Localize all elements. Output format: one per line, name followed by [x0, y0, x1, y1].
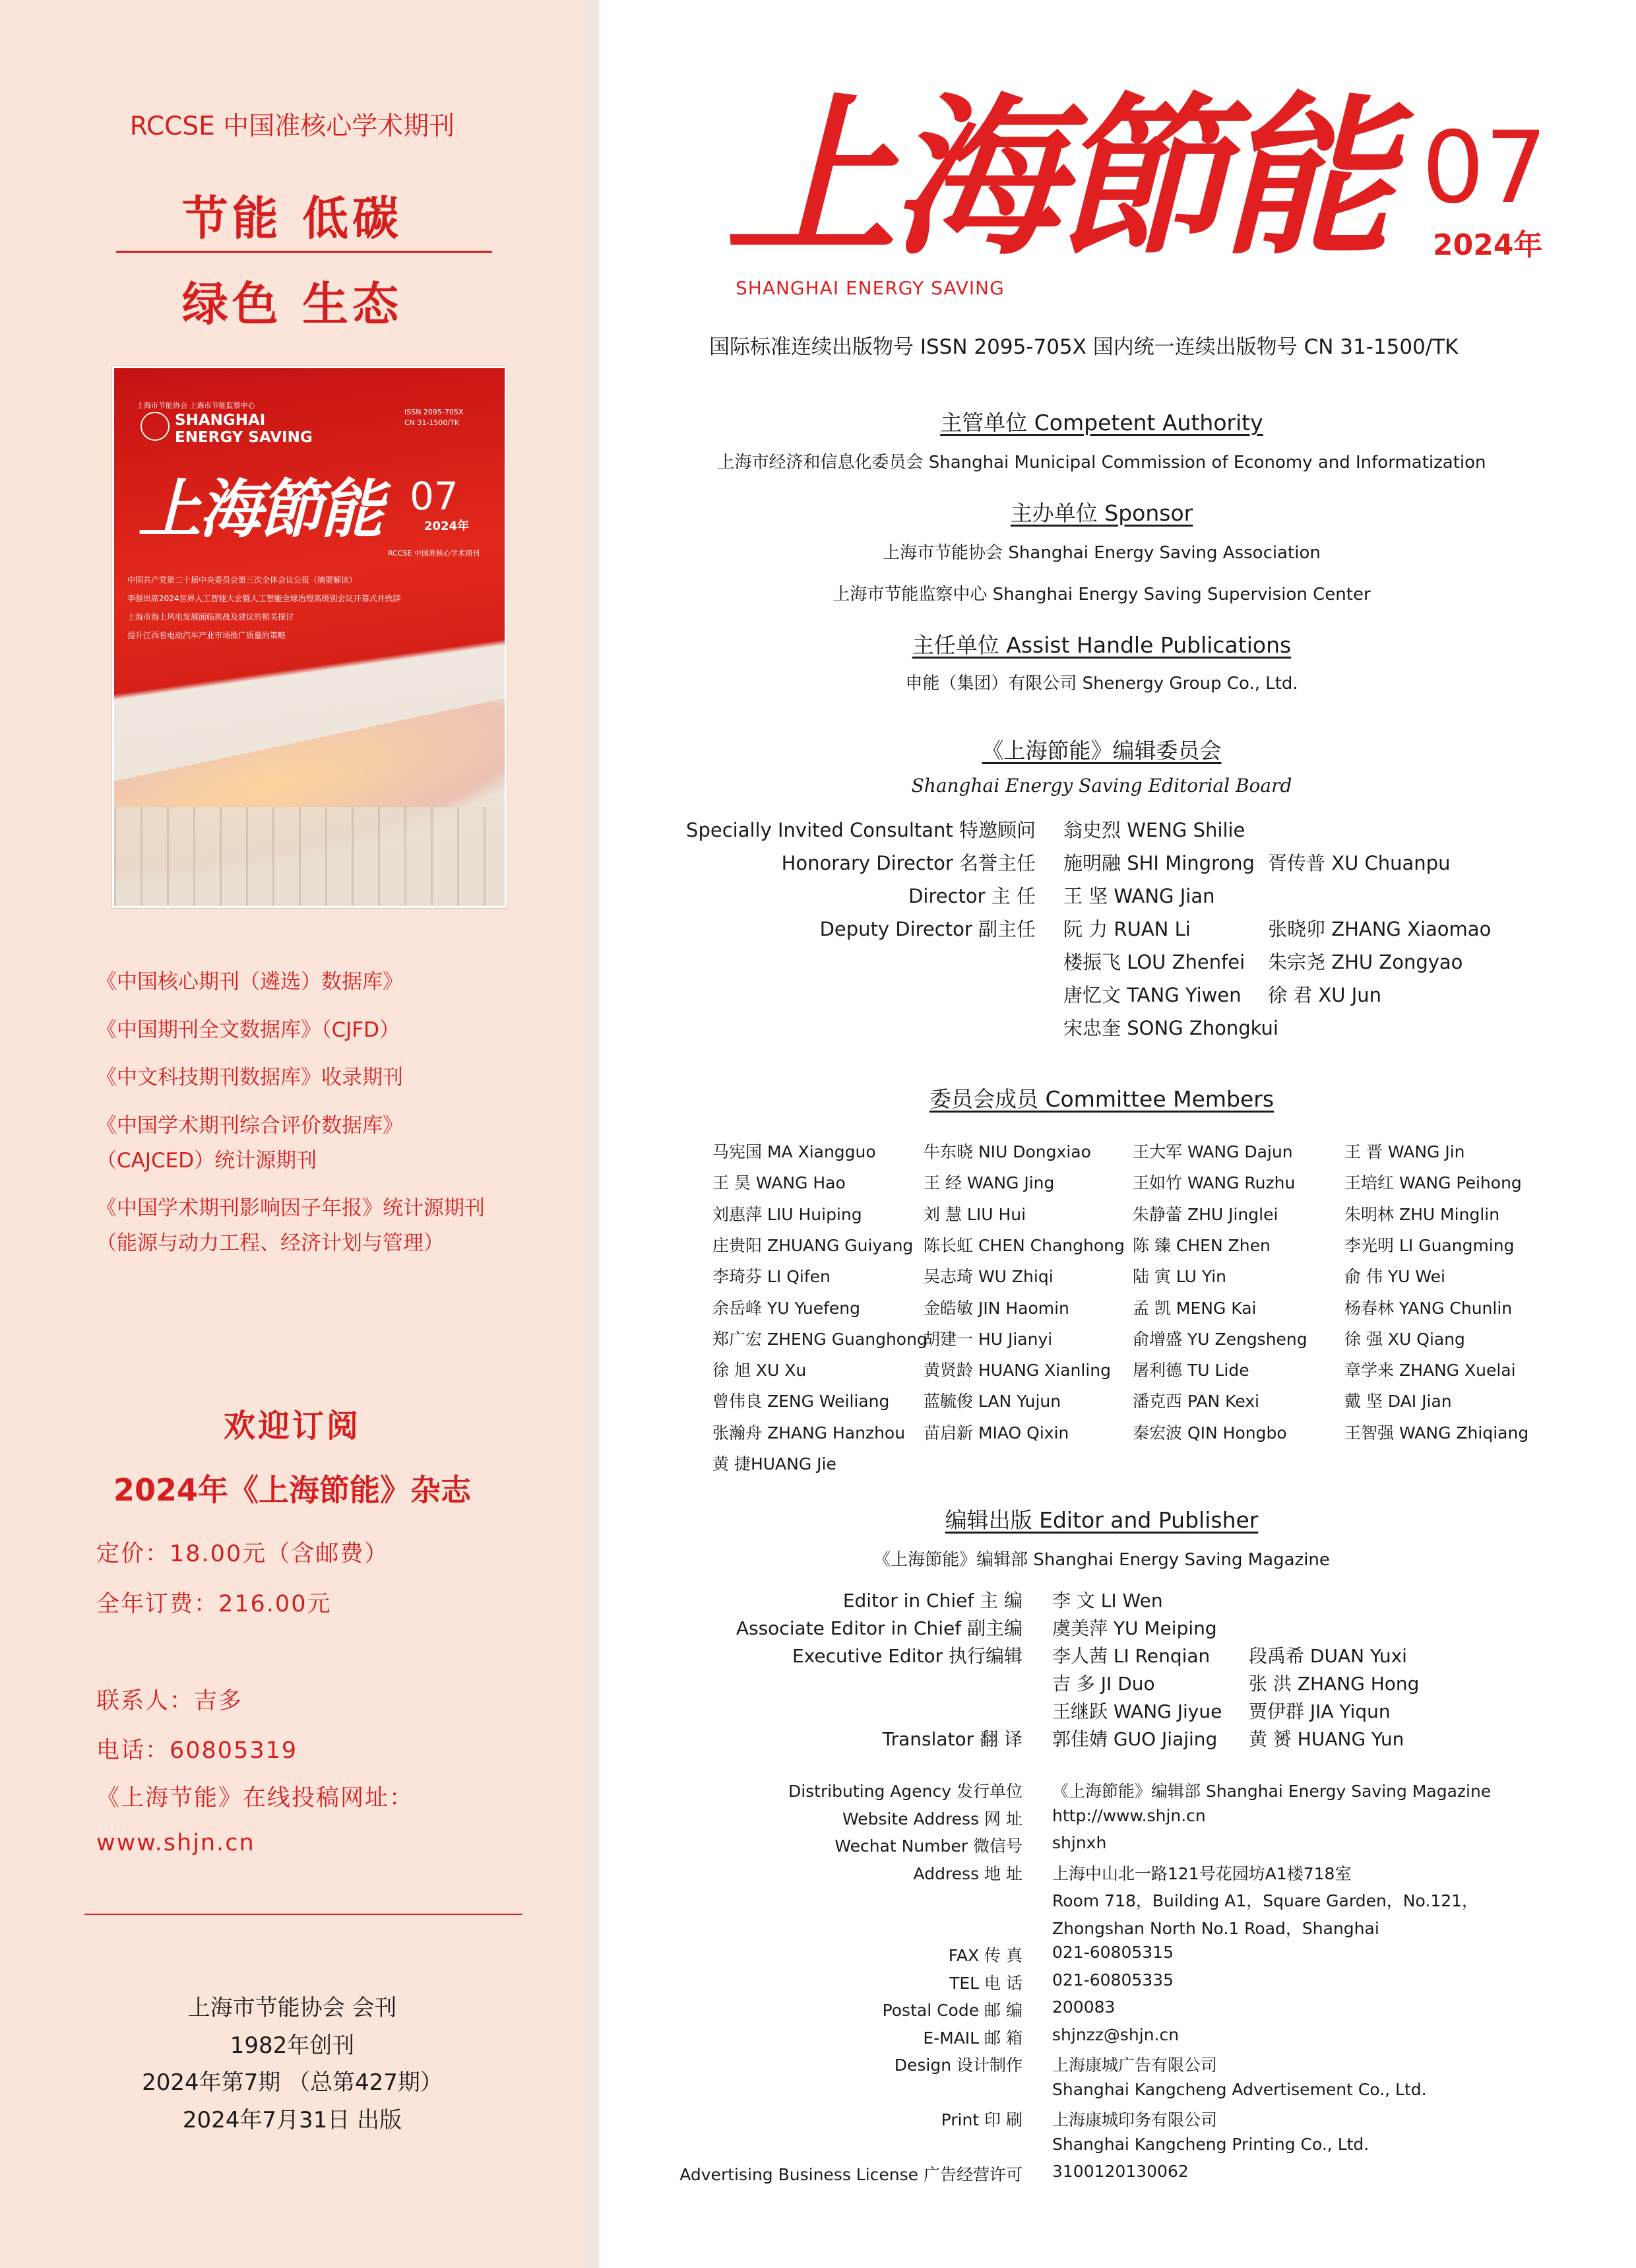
committee-member: 潘克西 PAN Kexi — [1133, 1392, 1260, 1411]
board-member: 王 坚 WANG Jian — [1063, 885, 1215, 907]
database-item: 《中国核心期刊（遴选）数据库》 — [96, 970, 403, 994]
committee-member: 刘 慧 LIU Hui — [924, 1204, 1026, 1224]
board-heading: 《上海節能》编辑委员会 — [982, 738, 1222, 763]
cover-top-line: 上海市节能协会 上海市节能监察中心 — [137, 401, 255, 410]
info-label: Distributing Agency 发行单位 — [788, 1782, 1022, 1801]
editor-role-label: Translator 翻 译 — [882, 1728, 1022, 1750]
cover-issn: ISSN 2095-705X — [404, 408, 464, 416]
board-role-label: Specially Invited Consultant 特邀顾问 — [686, 819, 1036, 841]
authority-line: 上海市经济和信息化委员会 Shanghai Municipal Commission of Economy and Informatization — [717, 453, 1486, 472]
editor-name: 李人茜 LI Renqian — [1052, 1645, 1211, 1667]
committee-member: 王如竹 WANG Ruzhu — [1133, 1173, 1296, 1193]
committee-member: 金皓敏 JIN Haomin — [924, 1298, 1069, 1318]
issue-year: 2024年 — [1433, 228, 1543, 262]
board-member: 徐 君 XU Jun — [1268, 984, 1382, 1006]
info-value: 3100120130062 — [1052, 2162, 1189, 2181]
cover-headline: 上海市海上风电发展面临挑战及建议的相关探讨 — [127, 612, 294, 622]
info-value: Shanghai Kangcheng Printing Co., Ltd. — [1052, 2134, 1369, 2154]
info-value: http://www.shjn.cn — [1052, 1805, 1206, 1825]
committee-member: 王 经 WANG Jing — [924, 1173, 1055, 1193]
committee-member: 章学来 ZHANG Xuelai — [1344, 1361, 1516, 1380]
masthead-subtitle: SHANGHAI ENERGY SAVING — [736, 277, 1005, 299]
committee-member: 刘惠萍 LIU Huiping — [712, 1204, 862, 1224]
committee-member: 孟 凯 MENG Kai — [1133, 1298, 1257, 1318]
committee-member: 张瀚舟 ZHANG Hanzhou — [712, 1423, 906, 1442]
info-value: 上海康城广告有限公司 — [1052, 2056, 1218, 2075]
committee-member: 庄贵阳 ZHUANG Guiyang — [712, 1235, 914, 1255]
slogan-green-ecology: 绿色 生态 — [181, 277, 403, 331]
board-role-label: Honorary Director 名誉主任 — [781, 852, 1036, 874]
price-text: 定价：18.00元（含邮费） — [96, 1541, 389, 1567]
masthead-title: 上海節能 — [726, 77, 1385, 278]
contact-person: 联系人：吉多 — [96, 1688, 243, 1714]
board-member: 阮 力 RUAN Li — [1063, 918, 1191, 940]
committee-member: 俞增盛 YU Zengsheng — [1133, 1329, 1307, 1349]
rccse-label: RCCSE 中国准核心学术期刊 — [129, 112, 455, 141]
cover-headline: 李强出席2024世界人工智能大会暨人工智能全球治理高级别会议开幕式并致辞 — [127, 594, 401, 603]
database-item: 《中国期刊全文数据库》（CJFD） — [96, 1018, 400, 1042]
editor-name: 贾伊群 JIA Yiqun — [1249, 1701, 1391, 1722]
website-link[interactable]: www.shjn.cn — [96, 1830, 255, 1856]
cover-year: 2024年 — [424, 519, 470, 533]
committee-member: 朱明林 ZHU Minglin — [1344, 1204, 1500, 1224]
editor-role-label: Executive Editor 执行编辑 — [792, 1645, 1022, 1667]
board-member: 翁史烈 WENG Shilie — [1063, 819, 1245, 841]
committee-member: 屠利德 TU Lide — [1133, 1361, 1249, 1380]
info-value: shjnzz@shjn.cn — [1052, 2025, 1180, 2044]
database-item: （能源与动力工程、经济计划与管理） — [96, 1231, 444, 1255]
committee-member: 李琦芬 LI Qifen — [712, 1267, 831, 1287]
editor-name: 郭佳婧 GUO Jiajing — [1052, 1728, 1218, 1750]
board-member: 楼振飞 LOU Zhenfei — [1063, 951, 1245, 973]
committee-member: 蓝毓俊 LAN Yujun — [924, 1392, 1061, 1411]
board-subheading: Shanghai Energy Saving Editorial Board — [911, 775, 1292, 796]
database-item: （CAJCED）统计源期刊 — [96, 1149, 317, 1173]
board-role-label: Deputy Director 副主任 — [819, 918, 1036, 940]
committee-member: 杨春林 YANG Chunlin — [1344, 1298, 1513, 1318]
issn-line: 国际标准连续出版物号 ISSN 2095-705X 国内统一连续出版物号 CN 31-1500/TK — [709, 335, 1459, 359]
info-label: Wechat Number 微信号 — [834, 1836, 1022, 1856]
board-member: 朱宗尧 ZHU Zongyao — [1268, 951, 1463, 973]
footer-line: 2024年第7期 （总第427期） — [142, 2069, 443, 2096]
info-value: Shanghai Kangcheng Advertisement Co., Ltd. — [1052, 2079, 1427, 2099]
committee-member: 王 昊 WANG Hao — [712, 1173, 846, 1193]
sponsor-heading: 主办单位 Sponsor — [1010, 500, 1193, 526]
database-item: 《中国学术期刊综合评价数据库》 — [96, 1114, 403, 1138]
info-value: Room 718，Building A1，Square Garden，No.121， — [1052, 1891, 1479, 1910]
editor-heading: 编辑出版 Editor and Publisher — [945, 1507, 1259, 1533]
cover-headline: 中国共产党第二十届中央委员会第三次全体会议公报（摘要解读） — [127, 575, 358, 585]
submission-label: 《上海节能》在线投稿网址： — [96, 1785, 414, 1811]
committee-member: 王智强 WANG Zhiqiang — [1344, 1423, 1529, 1442]
cover-title: 上海節能 — [138, 472, 381, 546]
info-label: Postal Code 邮 编 — [882, 2001, 1022, 2020]
committee-member: 黄贤龄 HUANG Xianling — [924, 1361, 1112, 1380]
cover-issue: 07 — [410, 474, 458, 519]
committee-member: 马宪国 MA Xiangguo — [712, 1142, 876, 1161]
subscribe-magazine: 2024年《上海節能》杂志 — [113, 1472, 472, 1508]
editor-name: 张 洪 ZHANG Hong — [1249, 1673, 1420, 1695]
info-label: Design 设计制作 — [894, 2056, 1022, 2075]
editor-name: 王继跃 WANG Jiyue — [1052, 1701, 1222, 1722]
info-value: 上海康城印务有限公司 — [1052, 2110, 1218, 2129]
editor-subheading: 《上海節能》编辑部 Shanghai Energy Saving Magazine — [873, 1550, 1330, 1570]
assist-heading: 主任单位 Assist Handle Publications — [912, 632, 1292, 658]
committee-member: 胡建一 HU Jianyi — [924, 1329, 1053, 1349]
sponsor-line: 上海市节能协会 Shanghai Energy Saving Association — [883, 543, 1321, 563]
info-value: 上海中山北一路121号花园坊A1楼718室 — [1052, 1863, 1352, 1883]
annual-fee-text: 全年订费：216.00元 — [96, 1591, 332, 1617]
database-item: 《中国学术期刊影响因子年报》统计源期刊 — [96, 1196, 485, 1220]
footer-line: 2024年7月31日 出版 — [182, 2107, 402, 2133]
cover-thumbnail[interactable] — [112, 366, 507, 908]
committee-member: 王大军 WANG Dajun — [1133, 1142, 1293, 1161]
info-label: FAX 传 真 — [948, 1946, 1022, 1965]
info-label: TEL 电 话 — [949, 1973, 1022, 1993]
committee-member: 陈长虹 CHEN Changhong — [924, 1235, 1125, 1255]
cover-headline: 提升江西省电动汽车产业市场推广质量的策略 — [127, 631, 286, 640]
committee-heading: 委员会成员 Committee Members — [929, 1086, 1274, 1112]
committee-member: 黄 捷HUANG Jie — [712, 1454, 836, 1474]
committee-member: 李光明 LI Guangming — [1344, 1235, 1515, 1255]
committee-member: 戴 坚 DAI Jian — [1344, 1392, 1452, 1411]
committee-member: 王培红 WANG Peihong — [1344, 1173, 1522, 1193]
board-member: 宋忠奎 SONG Zhongkui — [1063, 1017, 1278, 1039]
editor-name: 吉 多 JI Duo — [1052, 1673, 1155, 1695]
contact-phone: 电话：60805319 — [96, 1737, 298, 1764]
board-role-label: Director 主 任 — [908, 885, 1036, 907]
cover-stadium-image — [114, 807, 505, 906]
committee-member: 陈 臻 CHEN Zhen — [1133, 1235, 1271, 1255]
sponsor-line: 上海市节能监察中心 Shanghai Energy Saving Supervision Center — [833, 585, 1371, 604]
sidebar-divider — [584, 0, 599, 2268]
info-label: Address 地 址 — [913, 1863, 1022, 1883]
committee-member: 吴志琦 WU Zhiqi — [924, 1267, 1054, 1287]
committee-member: 牛东晓 NIU Dongxiao — [924, 1142, 1091, 1161]
cover-emblem-icon — [141, 412, 170, 441]
info-label: Website Address 网 址 — [842, 1809, 1022, 1829]
info-label: Print 印 刷 — [941, 2110, 1022, 2129]
committee-member: 秦宏波 QIN Hongbo — [1133, 1423, 1287, 1442]
board-member: 唐忆文 TANG Yiwen — [1063, 984, 1242, 1006]
committee-member: 王 晋 WANG Jin — [1344, 1142, 1465, 1161]
committee-member: 朱静蕾 ZHU Jinglei — [1133, 1204, 1278, 1224]
info-value: Zhongshan North No.1 Road，Shanghai — [1052, 1918, 1379, 1938]
board-member: 施明融 SHI Mingrong — [1063, 852, 1255, 874]
info-label: Advertising Business License 广告经营许可 — [679, 2165, 1022, 2184]
committee-member: 陆 寅 LU Yin — [1133, 1267, 1226, 1287]
cover-badge: RCCSE 中国准核心学术期刊 — [388, 549, 480, 558]
editor-name: 虞美萍 YU Meiping — [1052, 1617, 1217, 1639]
footer-line: 1982年创刊 — [230, 2032, 355, 2059]
authority-heading: 主管单位 Competent Authority — [940, 410, 1263, 436]
footer-line: 上海市节能协会 会刊 — [187, 1995, 397, 2021]
info-value: 200083 — [1052, 1997, 1116, 2017]
slogan-energy-saving: 节能 低碳 — [181, 191, 403, 245]
issue-number: 07 — [1422, 111, 1548, 226]
info-value: 《上海節能》编辑部 Shanghai Energy Saving Magazine — [1052, 1782, 1492, 1801]
editor-name: 段禹希 DUAN Yuxi — [1249, 1645, 1407, 1667]
info-label: E-MAIL 邮 箱 — [923, 2028, 1022, 2048]
committee-member: 徐 强 XU Qiang — [1344, 1329, 1465, 1349]
editor-role-label: Editor in Chief 主 编 — [842, 1590, 1022, 1611]
editor-name: 黄 赟 HUANG Yun — [1249, 1728, 1404, 1750]
committee-member: 俞 伟 YU Wei — [1344, 1267, 1445, 1287]
subscribe-title: 欢迎订阅 — [223, 1408, 361, 1444]
assist-line: 申能（集团）有限公司 Shenergy Group Co., Ltd. — [905, 674, 1298, 694]
info-value: 021-60805315 — [1052, 1943, 1174, 1962]
editor-role-label: Associate Editor in Chief 副主编 — [736, 1617, 1022, 1639]
contact-divider — [84, 1914, 522, 1915]
committee-member: 苗启新 MIAO Qixin — [924, 1423, 1069, 1442]
committee-member: 余岳峰 YU Yuefeng — [712, 1298, 860, 1318]
editor-name: 李 文 LI Wen — [1052, 1590, 1163, 1611]
database-item: 《中文科技期刊数据库》收录期刊 — [96, 1066, 403, 1089]
committee-member: 徐 旭 XU Xu — [712, 1361, 807, 1380]
cover-en-line2: ENERGY SAVING — [175, 429, 313, 446]
cover-cn: CN 31-1500/TK — [404, 418, 460, 427]
committee-member: 曾伟良 ZENG Weiliang — [712, 1392, 890, 1411]
info-value: shjnxh — [1052, 1833, 1107, 1852]
board-member: 胥传普 XU Chuanpu — [1268, 852, 1451, 874]
info-value: 021-60805335 — [1052, 1970, 1174, 1990]
cover-en-line1: SHANGHAI — [175, 412, 266, 429]
committee-member: 郑广宏 ZHENG Guanghong — [712, 1329, 928, 1349]
board-member: 张晓卯 ZHANG Xiaomao — [1268, 918, 1492, 940]
slogan-divider — [116, 251, 492, 253]
